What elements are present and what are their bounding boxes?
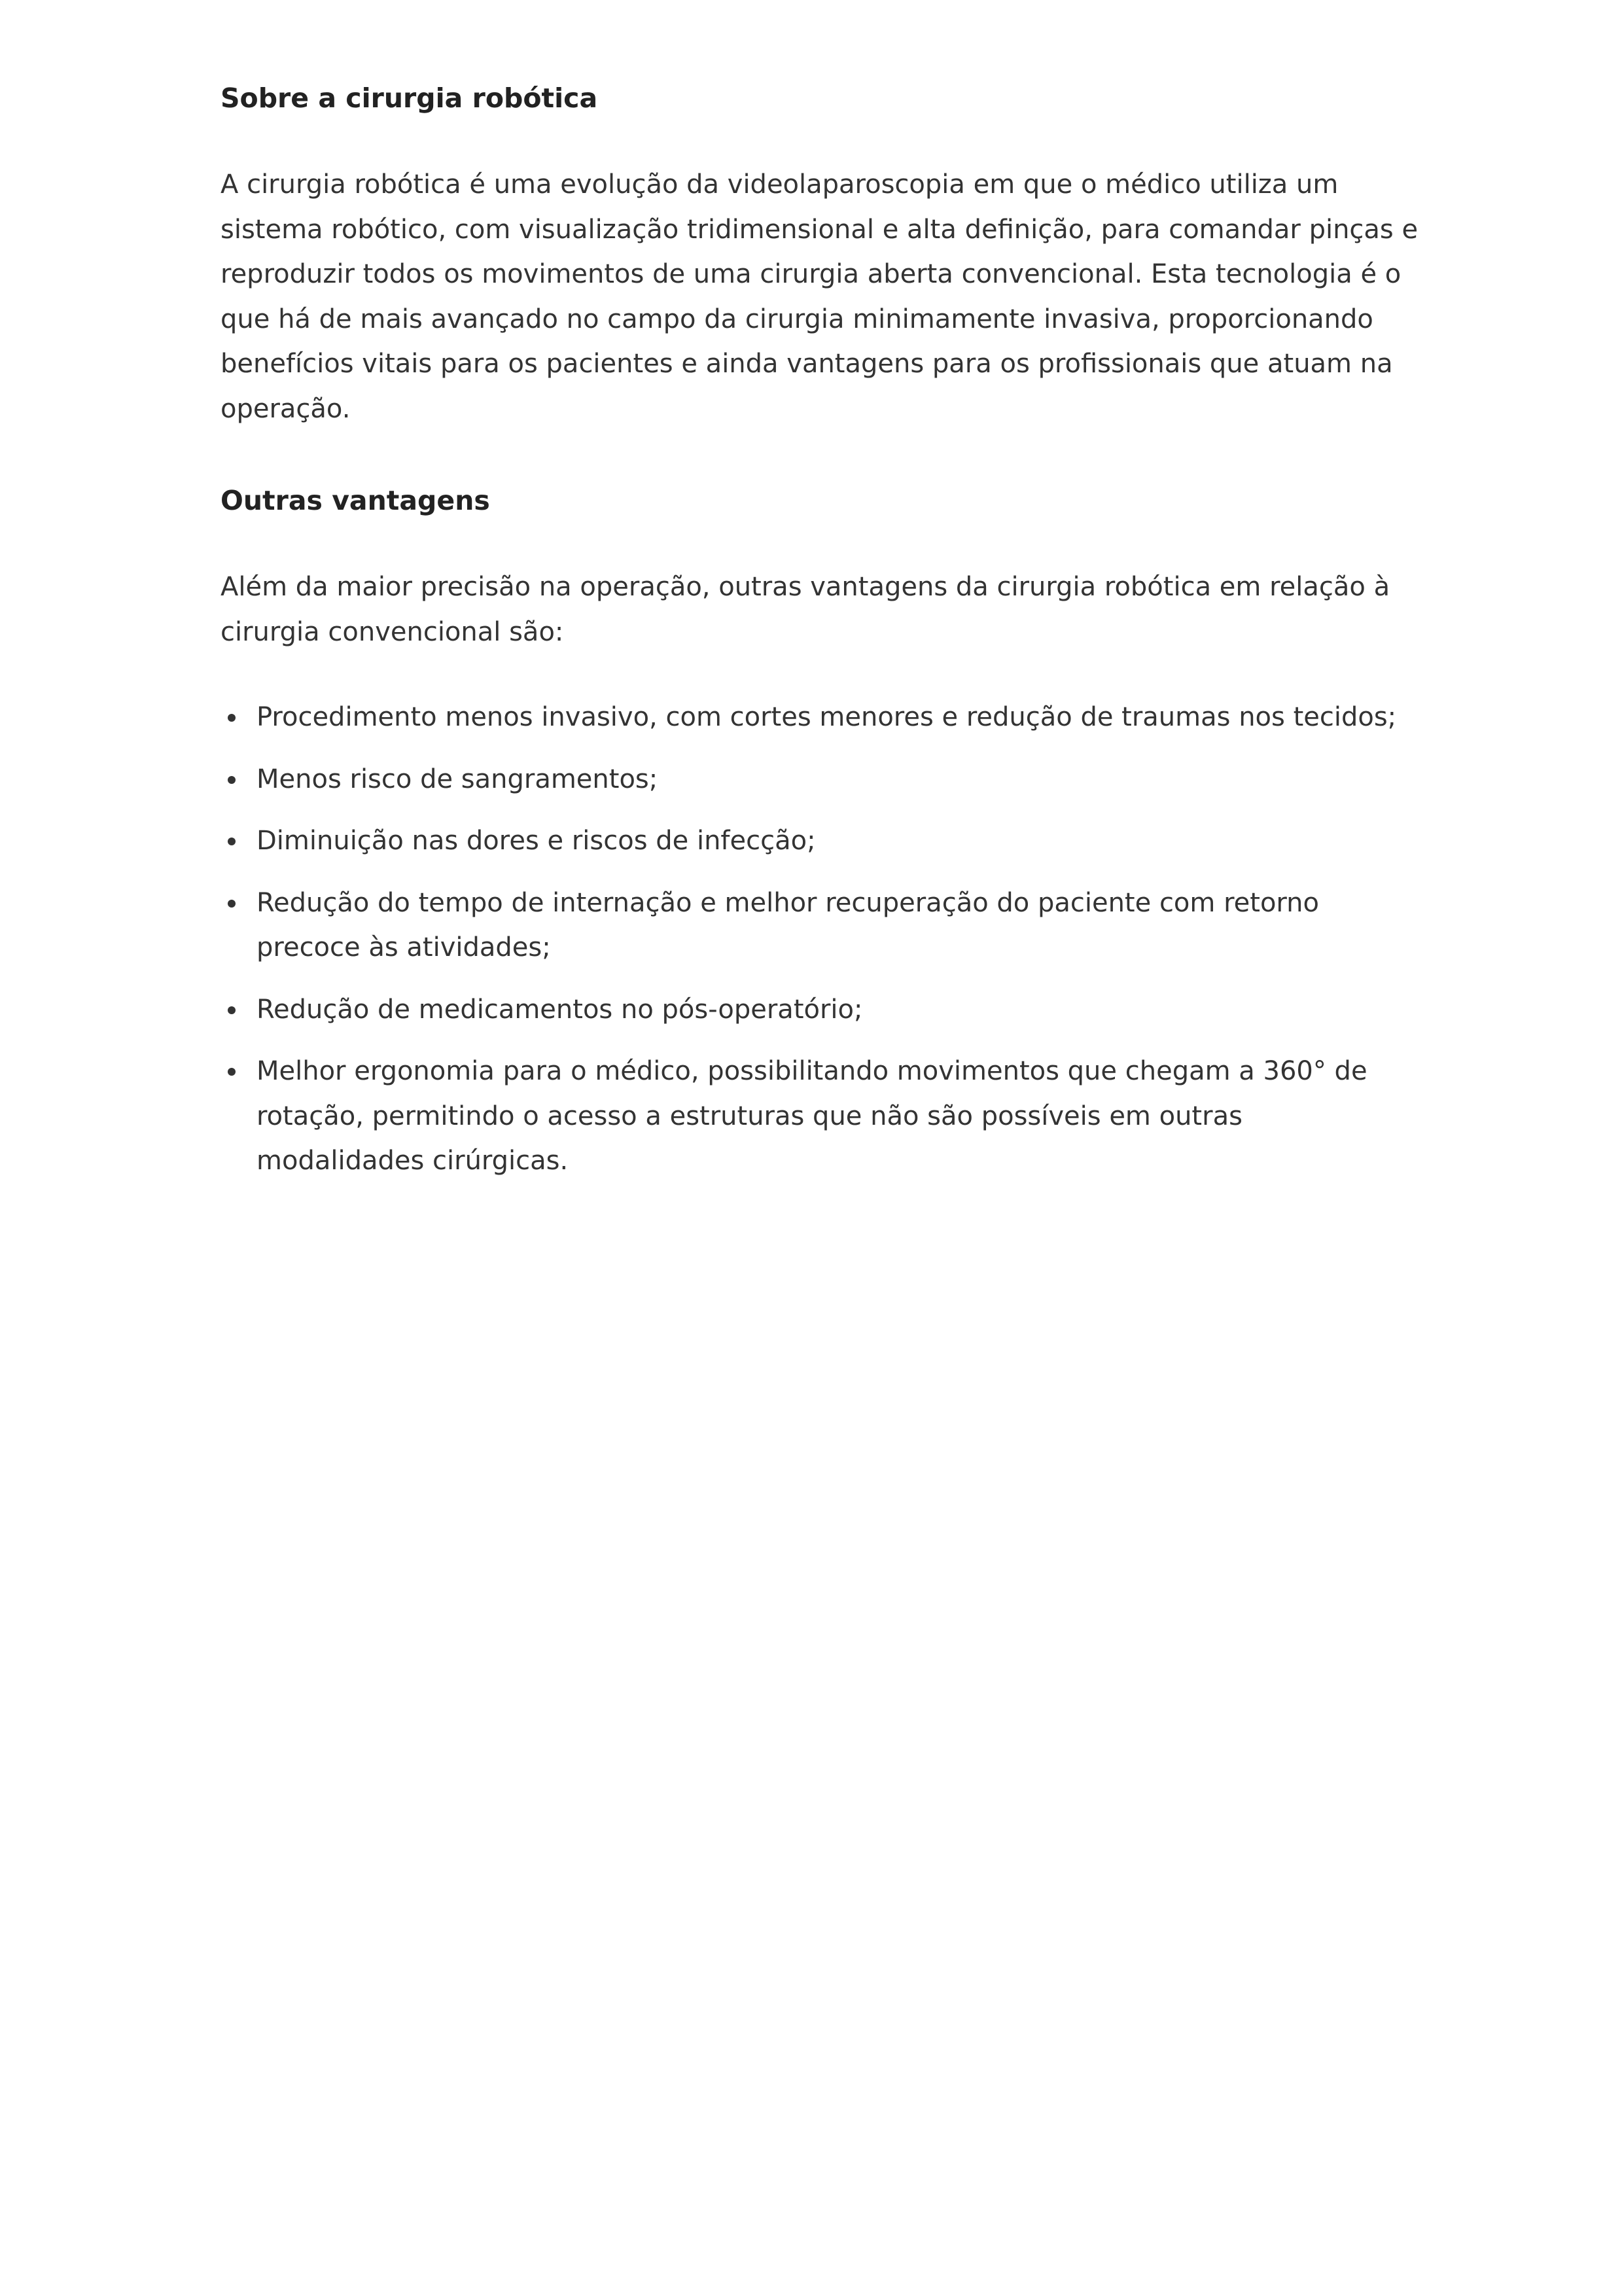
bullet-icon: [228, 1006, 236, 1014]
bullet-icon: [228, 1068, 236, 1076]
list-item: [220, 819, 1411, 864]
list-item: [220, 1049, 1411, 1184]
list-item-text: Redução do tempo de internação e melhor recuperação do paciente com retorno precoce às atividades;: [256, 887, 1319, 963]
bullet-icon: [228, 838, 236, 845]
paragraph-robotic-surgery: A cirurgia robótica é uma evolução da videolaparoscopia em que o médico utiliza um sistema robótico, com visualização tridimensional e alta definição, para comandar pinças e reproduzir todos os movimentos de uma cirurgia aberta convencional. Esta tecnologia é o que há de mais avançado no campo da cirurgia minimamente invasiva, proporcionando benefícios vitais para os pacientes e ainda vantagens para os profissionais que atuam na operação.: [220, 169, 1419, 424]
list-item-text: Melhor ergonomia para o médico, possibilitando movimentos que chegam a 360° de rotação, permitindo o acesso a estruturas que não são possíveis em outras modalidades cirúrgicas.: [256, 1056, 1367, 1176]
paragraph-other-advantages-intro: Além da maior precisão na operação, outras vantagens da cirurgia robótica em relação à cirurgia convencional são:: [220, 572, 1390, 647]
section-heading-other-advantages: Outras vantagens: [220, 485, 490, 516]
list-item: [220, 757, 1411, 802]
bullet-icon: [228, 714, 236, 722]
list-item: [220, 881, 1411, 970]
section-heading-robotic-surgery: Sobre a cirurgia robótica: [220, 82, 598, 114]
document-page: [220, 73, 1437, 1201]
bullet-icon: [228, 776, 236, 784]
list-item-text: Redução de medicamentos no pós-operatório;: [256, 994, 863, 1025]
list-item-text: Menos risco de sangramentos;: [256, 764, 658, 794]
list-item-text: Diminuição nas dores e riscos de infecção;: [256, 826, 816, 856]
list-item: [220, 695, 1411, 740]
list-item-text: Procedimento menos invasivo, com cortes menores e redução de traumas nos tecidos;: [256, 702, 1397, 732]
bullet-icon: [228, 900, 236, 908]
list-item: [220, 987, 1411, 1033]
advantages-list: [220, 695, 1411, 1184]
